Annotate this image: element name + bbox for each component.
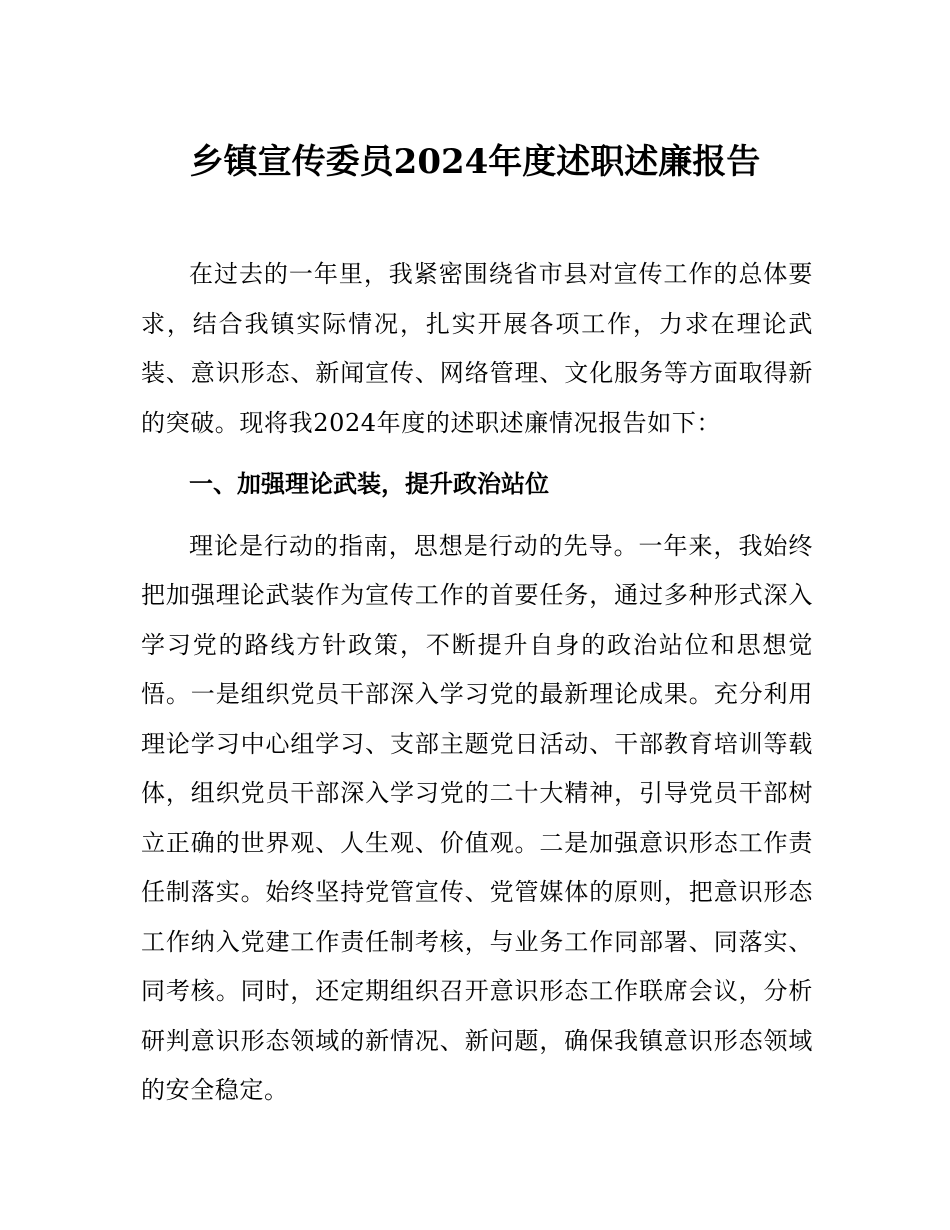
section-paragraph-1: 理论是行动的指南，思想是行动的先导。一年来，我始终把加强理论武装作为宣传工作的首要任务，通过多种形式深入学习党的路线方针政策，不断提升自身的政治站位和思想觉悟。一是组织党员干部深入学习党的最新理论成果。充分利用理论学习中心组学习、支部主题党日活动、干部教育培训等载体，组织党员干部深入学习党的二十大精神，引导党员干部树立正确的世界观、人生观、价值观。二是加强意识形态工作责任制落实。始终坚持党管宣传、党管媒体的原则，把意识形态工作纳入党建工作责任制考核，与业务工作同部署、同落实、同考核。同时，还定期组织召开意识形态工作联席会议，分析研判意识形态领域的新情况、新问题，确保我镇意识形态领域的安全稳定。 <box>141 531 813 1104</box>
section-heading-1: 一、加强理论武装，提升政治站位 <box>189 470 549 498</box>
document-body <box>141 250 813 1116</box>
intro-paragraph: 在过去的一年里，我紧密围绕省市县对宣传工作的总体要求，结合我镇实际情况，扎实开展各项工作，力求在理论武装、意识形态、新闻宣传、网络管理、文化服务等方面取得新的突破。现将我2024年度的述职述廉情况报告如下： <box>141 260 813 437</box>
document-title: 乡镇宣传委员2024年度述职述廉报告 <box>189 141 761 182</box>
